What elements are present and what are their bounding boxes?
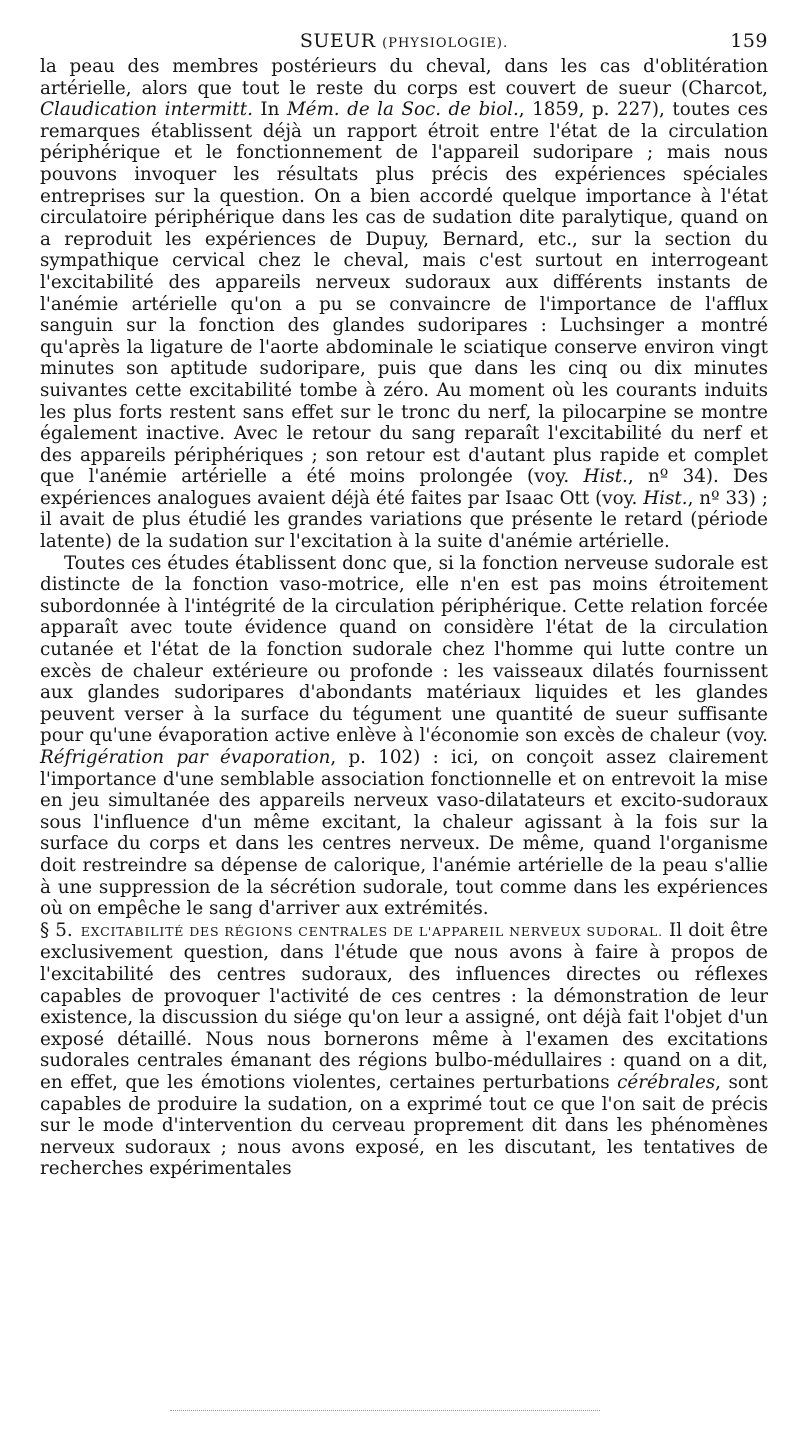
section-heading: EXCITABILITÉ DES RÉGIONS CENTRALES DE L'APPAREIL NERVEUX SUDORAL.: [80, 923, 663, 939]
paragraph-1: [40, 56, 768, 553]
para1-italic-1: Claudication intermitt.: [40, 99, 253, 121]
page-number: 159: [730, 30, 768, 52]
document-page: [40, 22, 768, 1180]
para3-text-2: , sont capables de produire la sudation, on a exprimé tout ce que l'on sait de précis sur le mode d'intervention du cerveau proprement dit dans les phénomènes nerveux sudoraux ; nous avons exposé, en les discutant, les tentatives de recherches expérimentales: [40, 1071, 768, 1180]
para1-text-3: , 1859, p. 227), toutes ces remarques établissent déjà un rapport étroit entre l'état de la circulation périphérique et le fonctionnement de l'appareil sudoripare ; mais nous pouvons invoquer les résultats plus précis des expériences spéciales entreprises sur la question. On a bien accordé quelque importance à l'état circulatoire périphérique dans les cas de sudation dite paralytique, quand on a reproduit les expériences de Dupuy, Bernard, etc., sur la section du sympathique cervical chez le cheval, mais c'est surtout en interrogeant l'excitabilité des appareils nerveux sudoraux aux différents instants de l'anémie artérielle qu'on a pu se convaincre de l'importance de l'afflux sanguin sur la fonction des glandes sudoripares : Luchsinger a montré qu'après la ligature de l'aorte abdominale le sciatique conserve environ vingt minutes son aptitude sudoripare, puis que dans les cinq ou dix minutes suivantes cette excitabilité tombe à zéro. Au moment où les courants induits les plus forts restent sans effet sur le tronc du nerf, la pilocarpine se montre également inactive. Avec le retour du sang reparaît l'excitabilité du nerf et des appareils périphériques ; son retour est d'autant plus rapide et complet que l'anémie artérielle a été moins prolongée (voy.: [40, 99, 768, 488]
para1-text-5: , nº 33) ; il avait de plus étudié les grandes variations que présente le retard (période latente) de la sudation sur l'excitation à la suite d'anémie artérielle.: [40, 487, 768, 553]
scan-noise-line: [170, 1410, 600, 1413]
paragraph-3: [40, 920, 768, 1180]
para3-italic-1: cérébrales: [617, 1071, 716, 1093]
running-title-main: SUEUR: [299, 30, 376, 52]
para1-italic-3: Hist.: [583, 466, 628, 488]
running-title: [40, 30, 768, 52]
para1-text-2: In: [252, 99, 287, 121]
para1-italic-4: Hist.: [643, 487, 688, 509]
para1-italic-2: Mém. de la Soc. de biol.: [286, 99, 519, 121]
para1-text-4: , nº 34). Des expériences analogues avaient déjà été faites par Isaac Ott (voy.: [40, 466, 768, 509]
para2-text-1: Toutes ces études établissent donc que, si la fonction nerveuse sudorale est distincte de la fonction vaso-motrice, elle n'en est pas moins étroitement subordonnée à l'intégrité de la circulation périphérique. Cette relation forcée apparaît avec toute évidence quand on considère l'état de la circulation cutanée et l'état de la fonction sudorale chez l'homme qui lutte contre un excès de chaleur extérieure ou profonde : les vaisseaux dilatés fournissent aux glandes sudoripares d'abondants matériaux liquides et les glandes peuvent verser à la surface du tégument une quantité de sueur suffisante pour qu'une évaporation active enlève à l'économie son excès de chaleur (voy.: [40, 552, 768, 747]
section-mark: § 5.: [40, 919, 73, 941]
para3-text-1: Il doit être exclusivement question, dans l'étude que nous avons à faire à propos de l'excitabilité des centres sudoraux, des influences directes ou réflexes capables de provoquer l'activité de ces centres : la démonstration de leur existence, la discussion du siége qu'on leur a assigné, ont déjà fait l'objet d'un exposé détaillé. Nous nous bornerons même à l'examen des excitations sudorales centrales émanant des régions bulbo-médullaires : quand on a dit, en effet, que les émotions violentes, certaines perturbations: [40, 919, 768, 1093]
para2-italic-1: Réfrigération par évaporation: [40, 747, 331, 768]
paragraph-2: [40, 553, 768, 920]
running-title-sub: (PHYSIOLOGIE).: [382, 36, 509, 51]
body-text: [40, 56, 768, 1180]
para1-text-1: la peau des membres postérieurs du cheval, dans les cas d'oblitération artérielle, alors que tout le reste du corps est couvert de sueur (Charcot,: [40, 56, 768, 99]
para2-text-2: , p. 102) : ici, on conçoit assez clairement l'importance d'une semblable association fonctionnelle et on entrevoit la mise en jeu simultanée des appareils nerveux vaso-dilatateurs et excito-sudoraux sous l'influence d'un même excitant, la chaleur agissant à la fois sur la surface du corps et dans les centres nerveux. De même, quand l'organisme doit restreindre sa dépense de calorique, l'anémie artérielle de la peau s'allie à une suppression de la sécrétion sudorale, tout comme dans les expériences où on empêche le sang d'arriver aux extrémités.: [40, 747, 768, 920]
running-header: [40, 22, 768, 56]
